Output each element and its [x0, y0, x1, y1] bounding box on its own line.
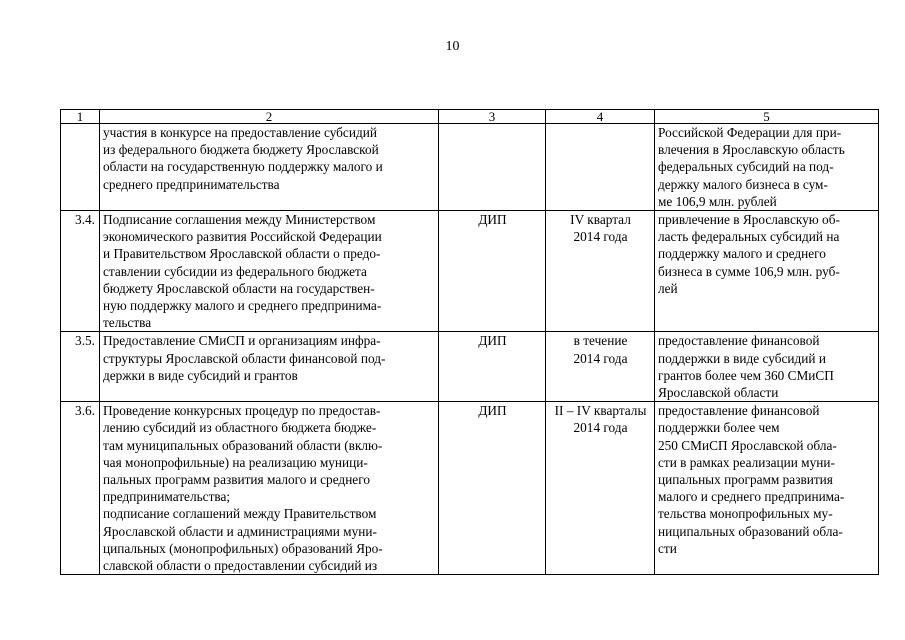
row-term: II – IV кварталы 2014 года	[546, 402, 655, 575]
row-term: в течение 2014 года	[546, 332, 655, 402]
row-number	[61, 124, 100, 211]
header-cell-3: 3	[439, 110, 546, 124]
row-action: Проведение конкурсных процедур по предостав- лению субсидий из областного бюджета бюдже- там муниципальных образований области (вклю- чая монопрофильные) на реализацию муници- пальных программ развития малого и среднего предпринимательства; подписание соглашений между Правительством Ярославской области и администрациями муни- ципальных (монопрофильных) образований Яро- славской области о предоставлении субсидий из	[100, 402, 439, 575]
row-term: IV квартал 2014 года	[546, 211, 655, 332]
row-executor: ДИП	[439, 332, 546, 402]
row-number: 3.6.	[61, 402, 100, 575]
page-number: 10	[445, 39, 460, 54]
header-cell-2: 2	[100, 110, 439, 124]
table-row	[61, 402, 879, 575]
row-result: Российской Федерации для при- влечения в Ярославскую область федеральных субсидий на под- держку малого бизнеса в сум- ме 106,9 млн. рублей	[655, 124, 879, 211]
header-cell-5: 5	[655, 110, 879, 124]
row-executor: ДИП	[439, 402, 546, 575]
header-cell-1: 1	[61, 110, 100, 124]
table-row	[61, 332, 879, 402]
table-header-row	[61, 110, 879, 124]
row-term	[546, 124, 655, 211]
row-number: 3.5.	[61, 332, 100, 402]
row-result: предоставление финансовой поддержки более чем 250 СМиСП Ярославской обла- сти в рамках реализации муни- ципальных программ развития малого и среднего предпринима- тельства монопрофильных му- ниципальных образований обла- сти	[655, 402, 879, 575]
measures-table	[60, 109, 879, 575]
table-row	[61, 124, 879, 211]
table-row	[61, 211, 879, 332]
row-result: предоставление финансовой поддержки в виде субсидий и грантов более чем 360 СМиСП Ярославской области	[655, 332, 879, 402]
header-cell-4: 4	[546, 110, 655, 124]
row-action: Подписание соглашения между Министерством экономического развития Российской Федерации и Правительством Ярославской области о предо- ставлении субсидии из федерального бюджета бюджету Ярославской области на государствен- ную поддержку малого и среднего предпринима- тельства	[100, 211, 439, 332]
row-action: Предоставление СМиСП и организациям инфра- структуры Ярославской области финансовой под- держки в виде субсидий и грантов	[100, 332, 439, 402]
row-executor	[439, 124, 546, 211]
row-number: 3.4.	[61, 211, 100, 332]
row-executor: ДИП	[439, 211, 546, 332]
row-action: участия в конкурсе на предоставление субсидий из федерального бюджета бюджету Ярославской области на государственную поддержку малого и среднего предпринимательства	[100, 124, 439, 211]
row-result: привлечение в Ярославскую об- ласть федеральных субсидий на поддержку малого и среднего бизнеса в сумме 106,9 млн. руб- лей	[655, 211, 879, 332]
